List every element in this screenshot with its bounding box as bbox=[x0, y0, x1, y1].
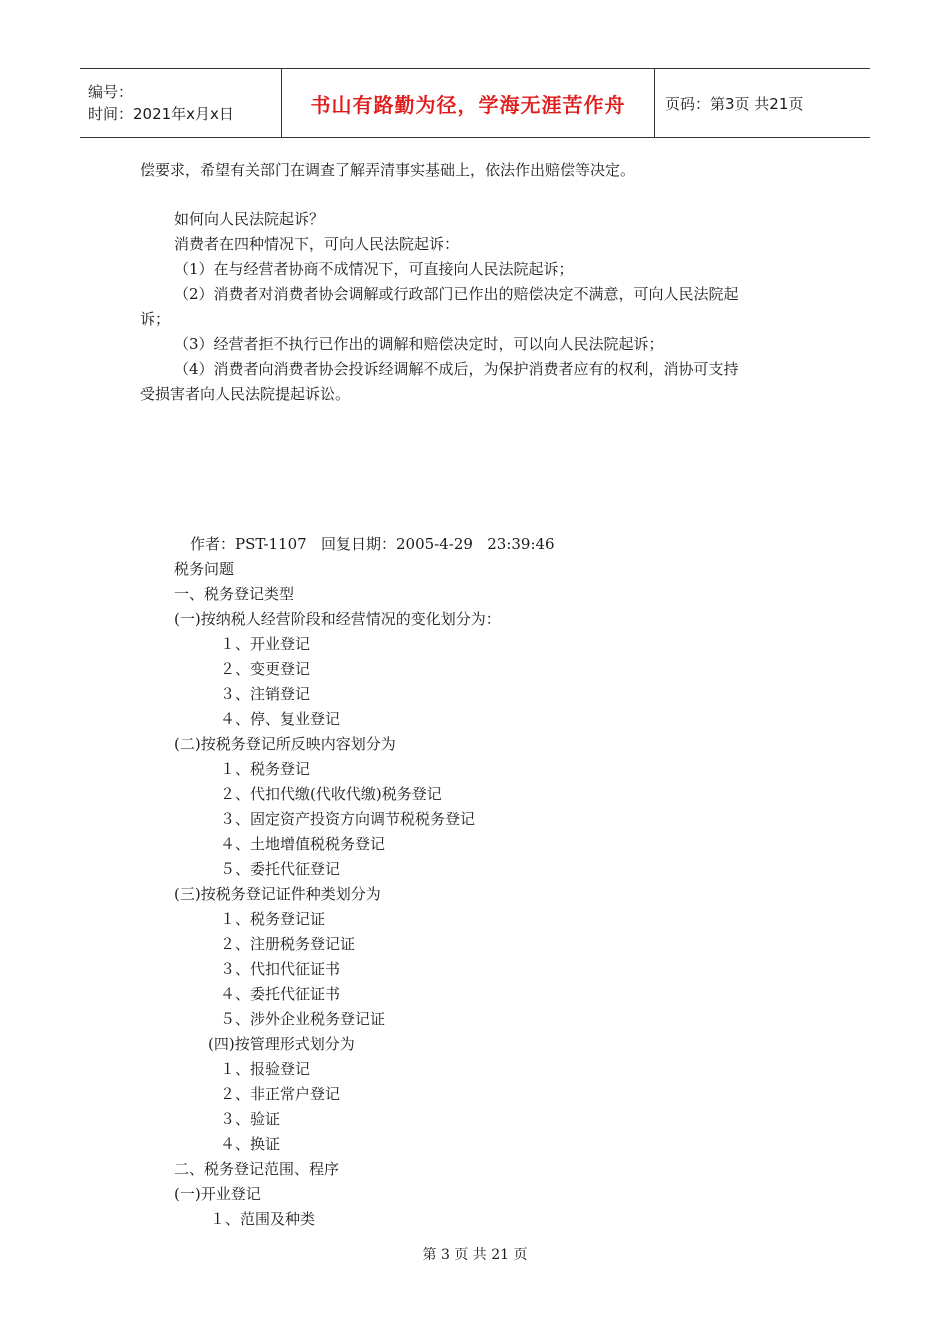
list-item: ３、代扣代征证书 bbox=[220, 960, 341, 978]
list-item: ５、委托代征登记 bbox=[220, 860, 341, 878]
list-item-continuation: 诉； bbox=[140, 310, 171, 328]
list-item: ２、代扣代缴(代收代缴)税务登记 bbox=[220, 785, 442, 803]
list-item: ２、注册税务登记证 bbox=[220, 935, 356, 953]
paragraph: 偿要求，希望有关部门在调查了解弄清事实基础上，依法作出赔偿等决定。 bbox=[140, 161, 636, 179]
subsection-heading: (一)按纳税人经营阶段和经营情况的变化划分为： bbox=[174, 610, 501, 628]
list-item: １、开业登记 bbox=[220, 635, 311, 653]
list-item-continuation: 受损害者向人民法院提起诉讼。 bbox=[140, 385, 351, 403]
subsection-heading: (二)按税务登记所反映内容划分为 bbox=[174, 735, 396, 753]
section-heading: 二、税务登记范围、程序 bbox=[174, 1160, 340, 1178]
list-item: （4）消费者向消费者协会投诉经调解不成后，为保护消费者应有的权利，消协可支持 bbox=[174, 360, 739, 378]
list-item: ４、停、复业登记 bbox=[220, 710, 341, 728]
list-item: ４、换证 bbox=[220, 1135, 281, 1153]
list-item: ４、委托代征证书 bbox=[220, 985, 341, 1003]
page-footer: 第 3 页 共 21 页 bbox=[422, 1247, 528, 1263]
list-item: ３、注销登记 bbox=[220, 685, 311, 703]
list-item: （3）经营者拒不执行已作出的调解和赔偿决定时，可以向人民法院起诉； bbox=[174, 335, 664, 353]
paragraph: 消费者在四种情况下，可向人民法院起诉： bbox=[174, 235, 460, 253]
list-item: ４、土地增值税税务登记 bbox=[220, 835, 386, 853]
question-heading: 如何向人民法院起诉？ bbox=[174, 210, 325, 228]
list-item: ３、验证 bbox=[220, 1110, 281, 1128]
document-body bbox=[140, 158, 820, 1232]
subsection-heading: (四)按管理形式划分为 bbox=[208, 1035, 355, 1053]
subsection-heading: (一)开业登记 bbox=[174, 1185, 261, 1203]
list-item: ５、涉外企业税务登记证 bbox=[220, 1010, 386, 1028]
list-item: １、报验登记 bbox=[220, 1060, 311, 1078]
section-title: 税务问题 bbox=[174, 560, 235, 578]
list-item: ３、固定资产投资方向调节税税务登记 bbox=[220, 810, 476, 828]
section-heading: 一、税务登记类型 bbox=[174, 585, 295, 603]
header-motto: 书山有路勤为径，学海无涯苦作舟 bbox=[281, 69, 655, 137]
header-meta bbox=[80, 69, 281, 137]
doc-number-label: 编号： bbox=[88, 83, 134, 101]
list-item: １、税务登记 bbox=[220, 760, 311, 778]
list-item: １、范围及种类 bbox=[210, 1210, 316, 1228]
header-page-number: 页码：第3页 共21页 bbox=[665, 94, 804, 113]
list-item: （1）在与经营者协商不成情况下，可直接向人民法院起诉； bbox=[174, 260, 574, 278]
list-item: （2）消费者对消费者协会调解或行政部门已作出的赔偿决定不满意，可向人民法院起 bbox=[174, 285, 739, 303]
doc-date-label: 时间：2021年x月x日 bbox=[88, 105, 234, 123]
list-item: ２、变更登记 bbox=[220, 660, 311, 678]
page-header bbox=[80, 68, 870, 138]
list-item: １、税务登记证 bbox=[220, 910, 326, 928]
subsection-heading: (三)按税务登记证件种类划分为 bbox=[174, 885, 381, 903]
list-item: ２、非正常户登记 bbox=[220, 1085, 341, 1103]
author-line: 作者：PST-1107 回复日期：2005-4-29 23:39:46 bbox=[190, 535, 555, 553]
